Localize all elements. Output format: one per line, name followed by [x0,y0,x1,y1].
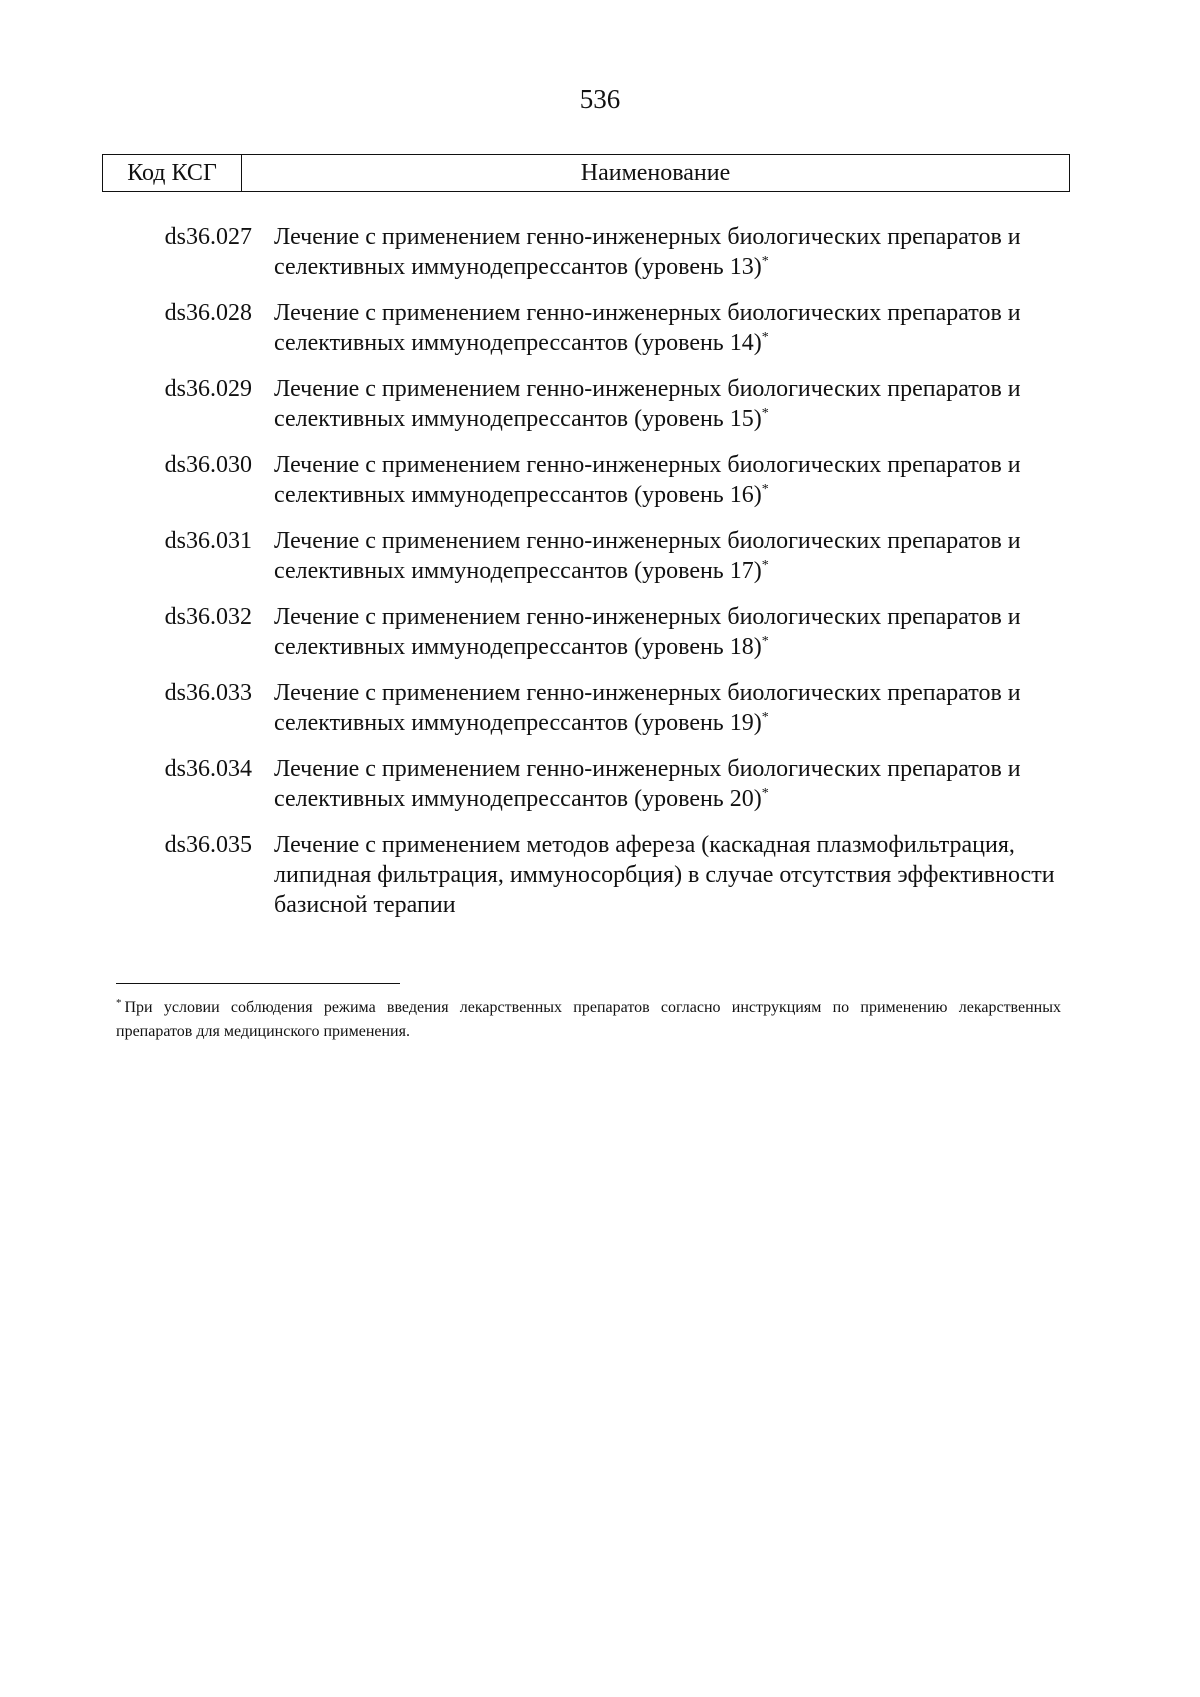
row-code: ds36.034 [164,756,252,782]
row-code: ds36.033 [164,680,252,706]
table-row [102,526,1082,586]
row-name [274,298,1074,358]
footnote-marker: * [761,482,769,497]
row-name-text: Лечение с применением генно-инженерных биологических препаратов и селективных иммунодепрессантов (уровень 17) [274,528,1021,584]
row-name [274,526,1074,586]
row-name-text: Лечение с применением генно-инженерных биологических препаратов и селективных иммунодепрессантов (уровень 19) [274,680,1021,736]
table-body [102,222,1082,936]
row-code: ds36.032 [164,604,252,630]
footnote-marker: * [761,254,769,269]
row-name [274,374,1074,434]
table-row [102,678,1082,738]
row-name [274,830,1074,920]
row-code: ds36.031 [164,528,252,554]
header-code-column: Код КСГ [103,155,242,191]
table-row [102,374,1082,434]
footnote [116,996,1061,1044]
row-code: ds36.028 [164,300,252,326]
row-name [274,678,1074,738]
row-name-text: Лечение с применением методов афереза (каскадная плазмофильтрация, липидная фильтрация, иммуносорбция) в случае отсутствия эффективности базисной терапии [274,832,1055,918]
row-name-text: Лечение с применением генно-инженерных биологических препаратов и селективных иммунодепрессантов (уровень 20) [274,756,1021,812]
row-code: ds36.030 [164,452,252,478]
table-row [102,450,1082,510]
row-name-text: Лечение с применением генно-инженерных биологических препаратов и селективных иммунодепрессантов (уровень 13) [274,224,1021,280]
footnote-marker: * [761,786,769,801]
footnote-marker: * [761,710,769,725]
page-number: 536 [579,84,621,114]
footnote-marker: * [761,406,769,421]
table-row [102,754,1082,814]
row-code: ds36.035 [164,832,252,858]
table-row [102,298,1082,358]
footnote-text: При условии соблюдения режима введения лекарственных препаратов согласно инструкциям по применению лекарственных препаратов для медицинского применения. [116,999,1061,1040]
table-row [102,830,1082,920]
table-row [102,222,1082,282]
footnote-marker: * [761,330,769,345]
row-name-text: Лечение с применением генно-инженерных биологических препаратов и селективных иммунодепрессантов (уровень 14) [274,300,1021,356]
row-name [274,602,1074,662]
row-code: ds36.027 [164,224,252,250]
row-name [274,754,1074,814]
row-name [274,450,1074,510]
row-name-text: Лечение с применением генно-инженерных биологических препаратов и селективных иммунодепрессантов (уровень 18) [274,604,1021,660]
footnote-divider [116,983,400,984]
table-row [102,602,1082,662]
row-name-text: Лечение с применением генно-инженерных биологических препаратов и селективных иммунодепрессантов (уровень 16) [274,452,1021,508]
footnote-marker: * [761,634,769,649]
footnote-marker: * [761,558,769,573]
row-code: ds36.029 [164,376,252,402]
footnote-marker: * [116,996,122,1009]
table-header [102,154,1070,192]
row-name-text: Лечение с применением генно-инженерных биологических препаратов и селективных иммунодепрессантов (уровень 15) [274,376,1021,432]
row-name [274,222,1074,282]
header-name-column: Наименование [580,159,731,186]
